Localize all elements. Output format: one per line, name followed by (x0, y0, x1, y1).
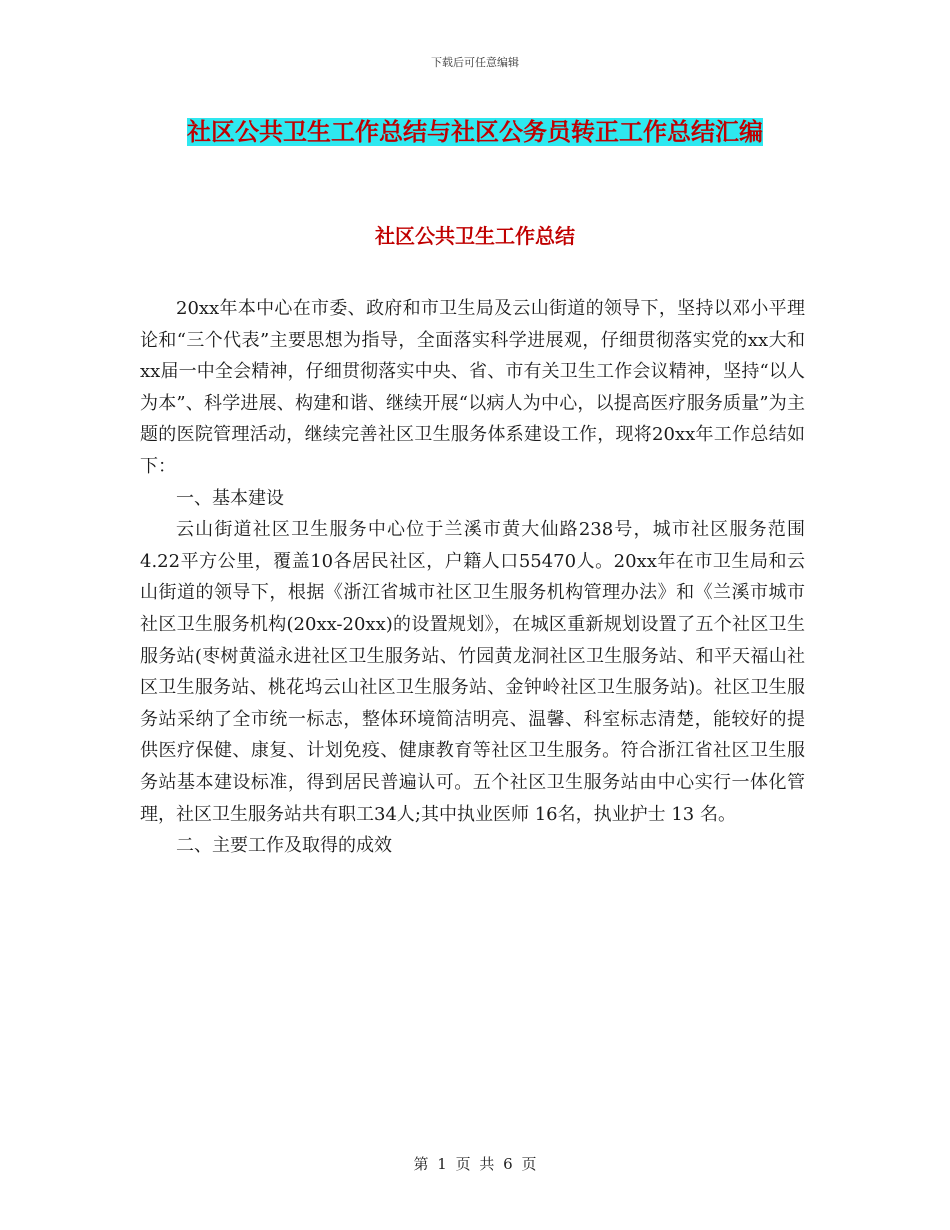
paragraph-intro: 20xx年本中心在市委、政府和市卫生局及云山街道的领导下，坚持以邓小平理论和“三个代表”主要思想为指导，全面落实科学进展观，仔细贯彻落实党的xx大和xx届一中全会精神，仔细贯彻落实中央、省、市有关卫生工作会议精神，坚持“以人为本”、科学进展、构建和谐、继续开展“以病人为中心，以提高医疗服务质量”为主题的医院管理活动，继续完善社区卫生服务体系建设工作，现将20xx年工作总结如下： (140, 298, 805, 477)
document-body (140, 293, 805, 862)
heading-main-work: 二、主要工作及取得的成效 (176, 835, 392, 857)
document-title (140, 112, 810, 152)
document-title-text: 社区公共卫生工作总结与社区公务员转正工作总结汇编 (187, 118, 763, 146)
heading-basic-construction: 一、基本建设 (176, 487, 284, 509)
page-header-note: 下载后可任意编辑 (431, 56, 519, 69)
section-title: 社区公共卫生工作总结 (375, 224, 575, 248)
page-number: 第 1 页 共 6 页 (413, 1155, 537, 1173)
paragraph-basic-construction: 云山街道社区卫生服务中心位于兰溪市黄大仙路238号，城市社区服务范围4.22平方公里，覆盖10各居民社区，户籍人口55470人。20xx年在市卫生局和云山街道的领导下，根据《浙江省城市社区卫生服务机构管理办法》和《兰溪市城市社区卫生服务机构(20xx-20xx)的设置规划》，在城区重新规划设置了五个社区卫生服务站(枣树黄溢永进社区卫生服务站、竹园黄龙洞社区卫生服务站、和平天福山社区卫生服务站、桃花坞云山社区卫生服务站、金钟岭社区卫生服务站)。社区卫生服务站采纳了全市统一标志，整体环境简洁明亮、温馨、科室标志清楚，能较好的提供医疗保健、康复、计划免疫、健康教育等社区卫生服务。符合浙江省社区卫生服务站基本建设标准，得到居民普遍认可。五个社区卫生服务站由中心实行一体化管理，社区卫生服务站共有职工34人;其中执业医师 16名，执业护士 13 名。 (140, 519, 805, 825)
